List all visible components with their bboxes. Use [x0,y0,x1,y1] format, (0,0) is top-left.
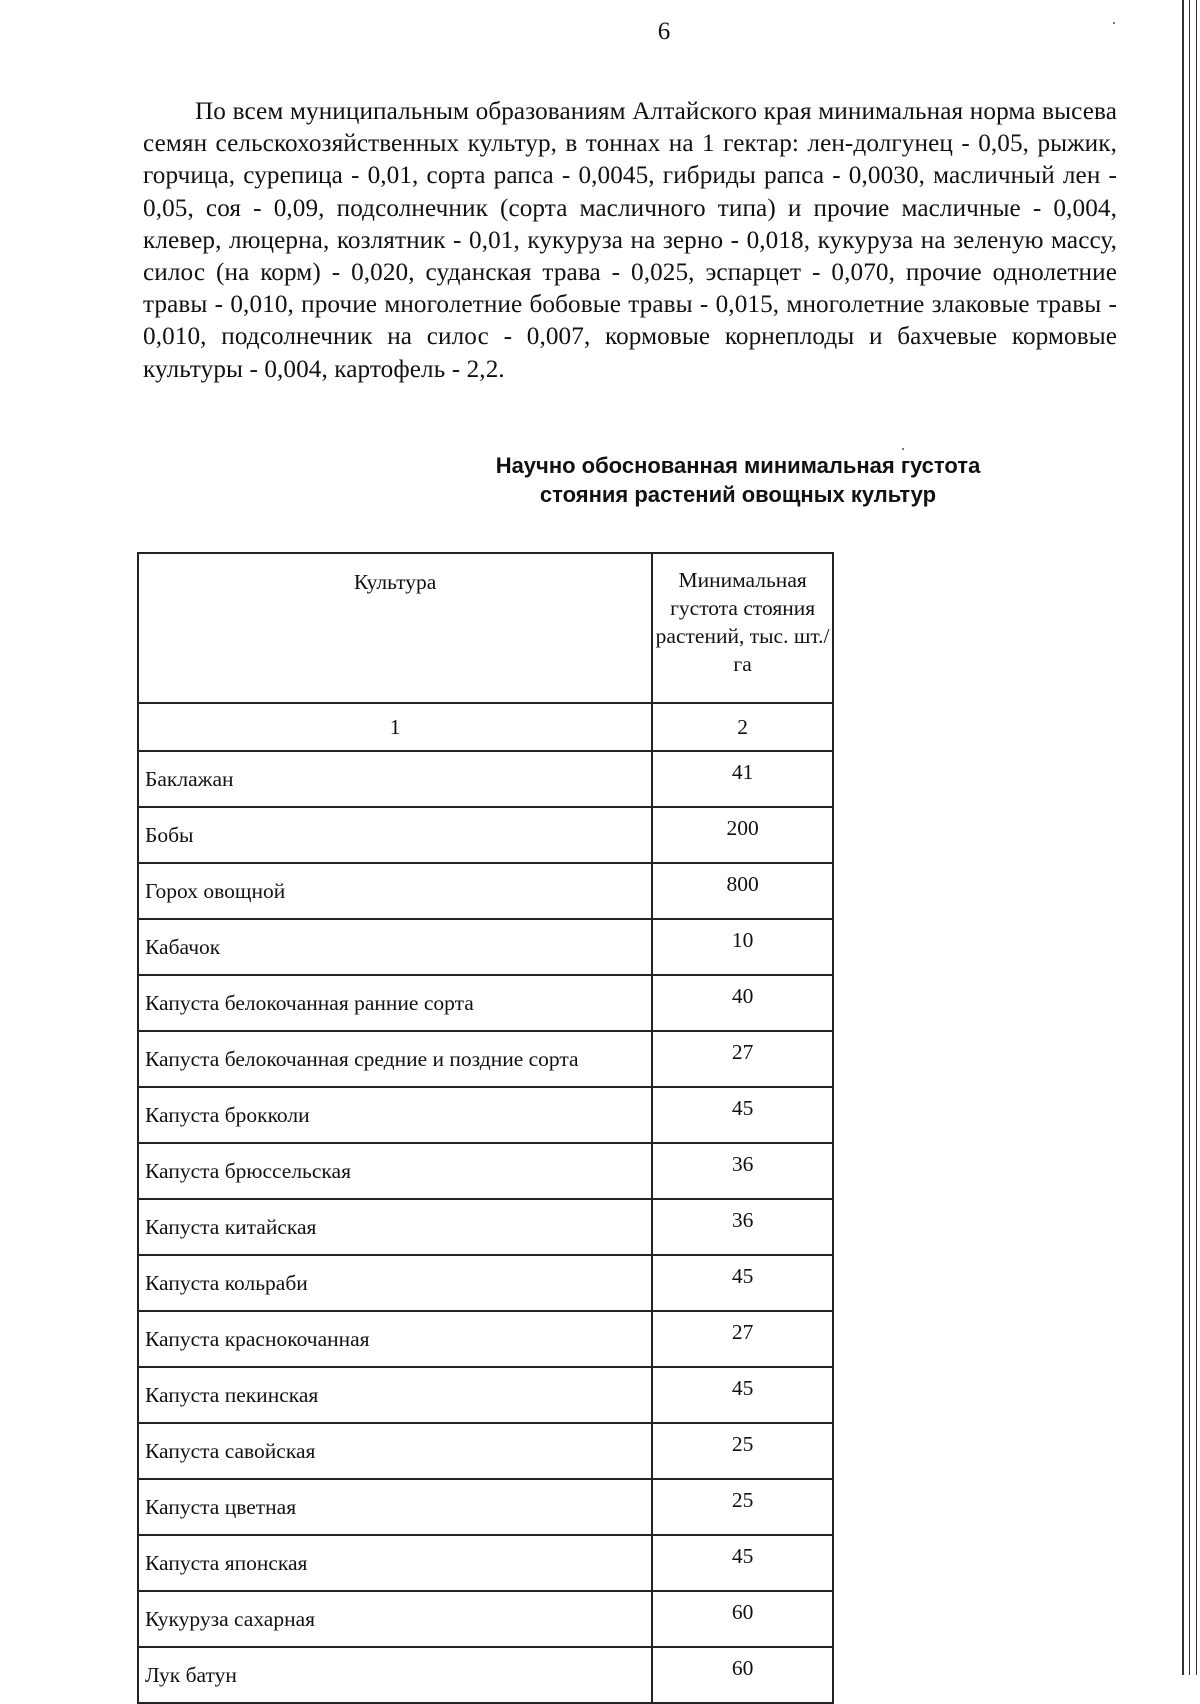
crop-name: Капуста цветная [138,1479,652,1535]
crop-density: 40 [652,975,833,1031]
table-heading-line-2: стояния растений овощных культур [539,482,937,507]
crop-density: 45 [652,1535,833,1591]
table-row [138,1423,833,1479]
crop-density-table [137,552,834,1704]
crop-density: 45 [652,1255,833,1311]
header-culture: Культура [138,553,652,703]
crop-name: Баклажан [138,751,652,807]
crop-density: 36 [652,1143,833,1199]
crop-density: 45 [652,1367,833,1423]
table-heading [300,451,1176,509]
scan-edge-line [1196,0,1197,1675]
crop-name: Горох овощной [138,863,652,919]
table-row [138,1143,833,1199]
crop-name: Капуста белокочанная средние и поздние сорта [138,1031,652,1087]
crop-name: Кабачок [138,919,652,975]
crop-density: 41 [652,751,833,807]
table-row [138,975,833,1031]
table-row [138,863,833,919]
table-row [138,1031,833,1087]
crop-name: Капуста китайская [138,1199,652,1255]
table-heading-line-1: Научно обоснованная минимальная густота [495,453,981,478]
scan-edge-line [1189,0,1190,1675]
header-density: Минимальная густота стояния растений, тыс. шт./га [652,553,833,703]
crop-name: Бобы [138,807,652,863]
crop-density: 800 [652,863,833,919]
crop-name: Капуста японская [138,1535,652,1591]
crop-density: 27 [652,1311,833,1367]
scan-edge-line [1182,0,1184,1675]
crop-name: Капуста брокколи [138,1087,652,1143]
seeding-norms-paragraph: По всем муниципальным образованиям Алтайского края минимальная норма высева семян сельскохозяйственных культур, в тоннах на 1 гектар: лен-долгунец - 0,05, рыжик, горчица, сурепица - 0,01, сорта рапса - 0,0045, гибриды рапса - 0,0030, масличный лен - 0,05, соя - 0,09, подсолнечник (сорта масличного типа) и прочие масличные - 0,004, клевер, люцерна, козлятник - 0,01, кукуруза на зерно - 0,018, кукуруза на зеленую массу, силос (на корм) - 0,020, суданская трава - 0,025, эспарцет - 0,070, прочие однолетние травы - 0,010, прочие многолетние бобовые травы - 0,015, многолетние злаковые травы - 0,010, подсолнечник на силос - 0,007, кормовые корнеплоды и бахчевые кормовые культуры - 0,004, картофель - 2,2. [143,98,1117,383]
table-row [138,751,833,807]
crop-density: 25 [652,1423,833,1479]
crop-name: Капуста пекинская [138,1367,652,1423]
scan-speck [902,448,904,450]
crop-name: Капуста брюссельская [138,1143,652,1199]
crop-name: Капуста кольраби [138,1255,652,1311]
crop-density: 25 [652,1479,833,1535]
table-row [138,919,833,975]
table-row [138,1535,833,1591]
scan-speck [1113,22,1115,24]
table-row [138,807,833,863]
crop-name: Кукуруза сахарная [138,1591,652,1647]
column-number-row [138,703,833,751]
column-number-1: 1 [138,703,652,751]
crop-density: 200 [652,807,833,863]
table-row [138,1647,833,1703]
table-row [138,1255,833,1311]
crop-density: 60 [652,1591,833,1647]
crop-density: 60 [652,1647,833,1703]
crop-name: Лук батун [138,1647,652,1703]
crop-name: Капуста белокочанная ранние сорта [138,975,652,1031]
crop-density: 27 [652,1031,833,1087]
table-row [138,1367,833,1423]
table-row [138,1199,833,1255]
crop-density: 36 [652,1199,833,1255]
table-row [138,1479,833,1535]
crop-name: Капуста краснокочанная [138,1311,652,1367]
table-row [138,1087,833,1143]
table-row [138,1591,833,1647]
crop-density: 45 [652,1087,833,1143]
page-number: 6 [657,18,671,45]
crop-name: Капуста савойская [138,1423,652,1479]
table-row [138,1311,833,1367]
table-header-row [138,553,833,703]
column-number-2: 2 [652,703,833,751]
crop-density: 10 [652,919,833,975]
